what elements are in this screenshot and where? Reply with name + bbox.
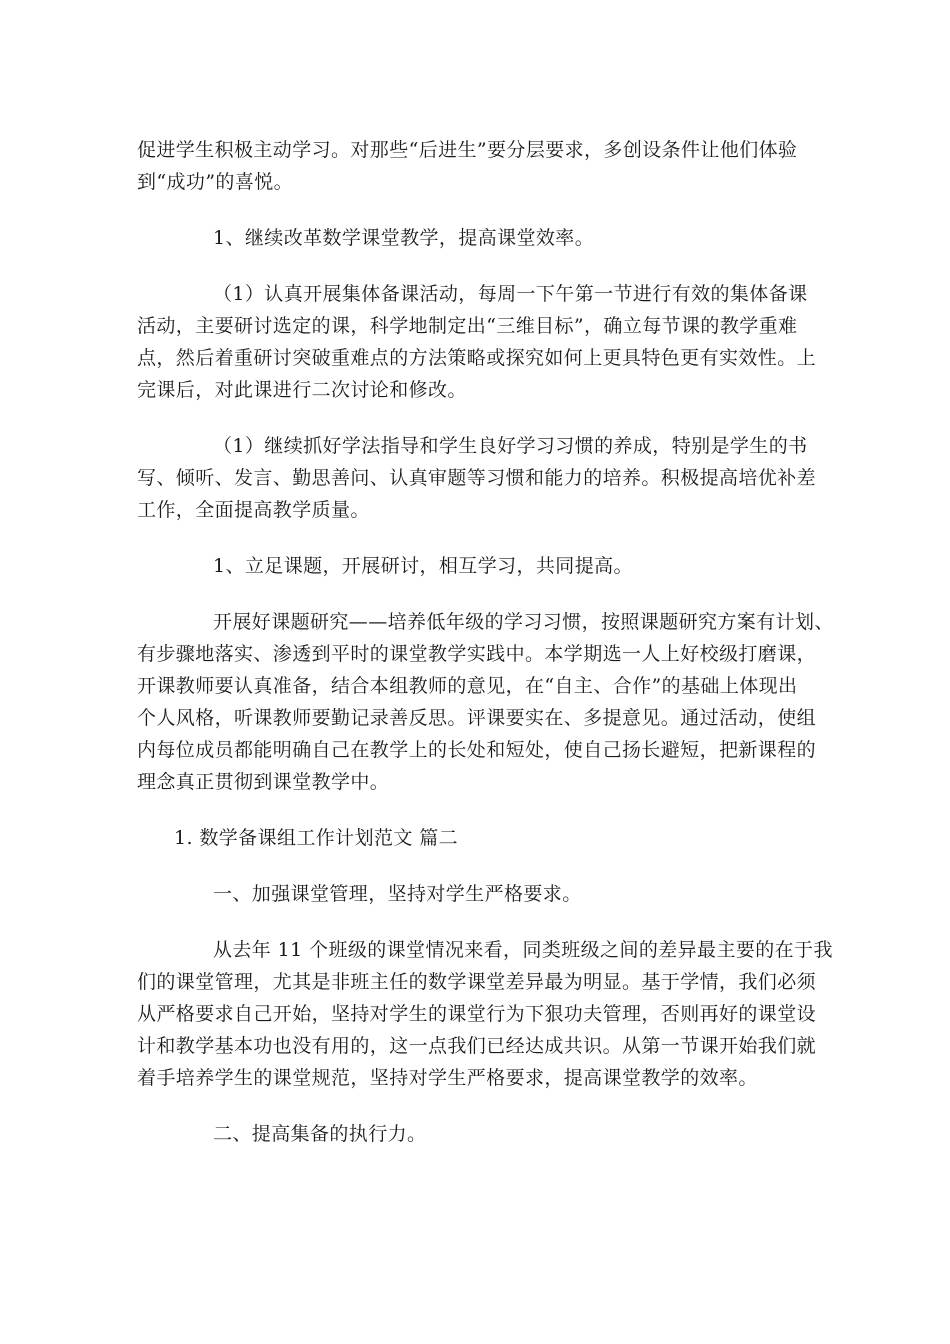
paragraph-line: 工作，全面提高教学质量。	[137, 499, 370, 521]
paragraph-line: 从严格要求自己开始，坚持对学生的课堂行为下狠功夫管理，否则再好的课堂设	[137, 1003, 817, 1025]
section-heading: 1、立足课题，开展研讨，相互学习，共同提高。	[213, 555, 633, 577]
section-heading: 二、提高集备的执行力。	[213, 1123, 427, 1145]
document-title: 1. 数学备课组工作计划范文 篇二	[174, 827, 459, 849]
paragraph-line: （1）认真开展集体备课活动，每周一下午第一节进行有效的集体备课	[213, 283, 808, 305]
paragraph-line: 点，然后着重研讨突破重难点的方法策略或探究如何上更具特色更有实效性。上	[137, 347, 817, 369]
paragraph-line: 内每位成员都能明确自己在教学上的长处和短处，使自己扬长避短，把新课程的	[137, 739, 817, 761]
paragraph-line: （1）继续抓好学法指导和学生良好学习习惯的养成，特别是学生的书	[213, 435, 808, 457]
paragraph-line: 着手培养学生的课堂规范，坚持对学生严格要求，提高课堂教学的效率。	[137, 1067, 758, 1089]
paragraph-line: 个人风格，听课教师要勤记录善反思。评课要实在、多提意见。通过活动，使组	[137, 707, 817, 729]
paragraph-line: 开展好课题研究——培养低年级的学习习惯，按照课题研究方案有计划、	[213, 611, 834, 633]
paragraph-line: 促进学生积极主动学习。对那些“后进生”要分层要求，多创设条件让他们体验	[137, 139, 798, 161]
paragraph-line: 理念真正贯彻到课堂教学中。	[137, 771, 390, 793]
paragraph-line: 写、倾听、发言、勤思善问、认真审题等习惯和能力的培养。积极提高培优补差	[137, 467, 817, 489]
paragraph-line: 们的课堂管理，尤其是非班主任的数学课堂差异最为明显。基于学情，我们必须	[137, 971, 817, 993]
paragraph-line: 活动，主要研讨选定的课，科学地制定出“三维目标”，确立每节课的教学重难	[137, 315, 798, 337]
paragraph-line: 计和教学基本功也没有用的，这一点我们已经达成共识。从第一节课开始我们就	[137, 1035, 817, 1057]
paragraph-line: 从去年 11 个班级的课堂情况来看，同类班级之间的差异最主要的在于我	[213, 939, 833, 961]
paragraph-line: 到“成功”的喜悦。	[137, 171, 294, 193]
paragraph-line: 开课教师要认真准备，结合本组教师的意见，在“自主、合作”的基础上体现出	[137, 675, 798, 697]
paragraph-line: 有步骤地落实、渗透到平时的课堂教学实践中。本学期选一人上好校级打磨课，	[137, 643, 817, 665]
section-heading: 1、继续改革数学课堂教学，提高课堂效率。	[213, 227, 595, 249]
section-heading: 一、加强课堂管理，坚持对学生严格要求。	[213, 883, 582, 905]
paragraph-line: 完课后，对此课进行二次讨论和修改。	[137, 379, 467, 401]
